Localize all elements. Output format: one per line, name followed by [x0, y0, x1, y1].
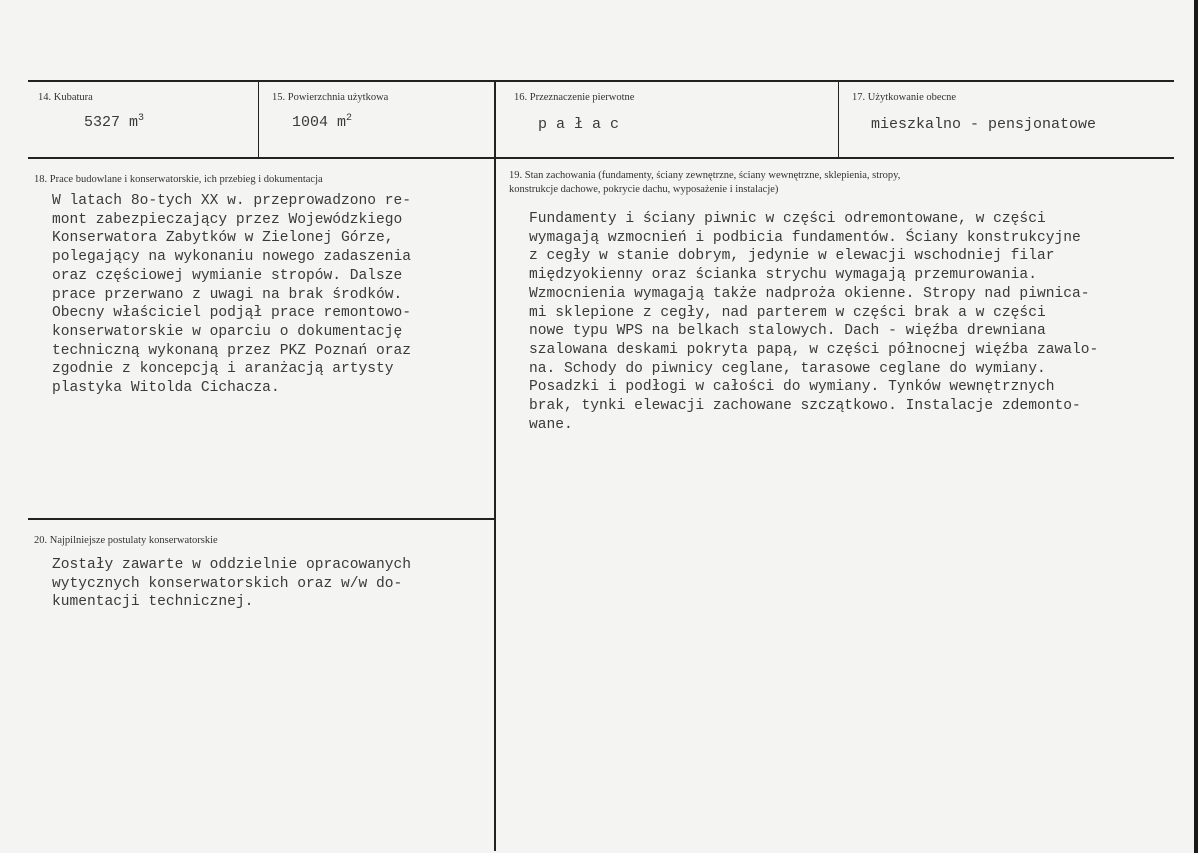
- postulaty-line: kumentacji technicznej.: [52, 594, 254, 611]
- prace-line: oraz częściowej wymianie stropów. Dalsze: [52, 267, 403, 284]
- stan-label-line2: konstrukcje dachowe, pokrycie dachu, wyposażenie i instalacje): [509, 184, 779, 195]
- stan-line: na. Schody do piwnicy ceglane, tarasowe ceglane do wymiany.: [529, 360, 1046, 377]
- postulaty-label: 20. Najpilniejsze postulaty konserwatorskie: [34, 535, 218, 546]
- stan-line: szalowana deskami pokryta papą, w części północnej więźba zawalo-: [529, 341, 1099, 358]
- uzytkowanie-label: 17. Użytkowanie obecne: [852, 92, 957, 103]
- stan-text: [529, 210, 1098, 434]
- stan-label-line1: 19. Stan zachowania (fundamenty, ściany zewnętrzne, ściany wewnętrzne, sklepienia, stropy,: [509, 170, 901, 181]
- prace-line: W latach 8o-tych XX w. przeprowadzono re-: [52, 193, 412, 209]
- stan-line: wane.: [529, 416, 573, 433]
- prace-line: Konserwatora Zabytków w Zielonej Górze,: [52, 230, 394, 247]
- col-divider-1: [258, 81, 259, 158]
- prace-text: [52, 192, 411, 398]
- prace-line: polegający na wykonaniu nowego zadaszenia: [52, 249, 412, 266]
- stan-line: mi sklepione z cegły, nad parterem w części brak a w części: [529, 304, 1046, 321]
- col-divider-2: [494, 81, 496, 851]
- stan-line: Posadzki i podłogi w całości do wymiany. Tynków wewnętrznych: [529, 379, 1055, 396]
- prace-line: plastyka Witolda Cichacza.: [52, 380, 280, 397]
- row-divider: [28, 157, 1174, 159]
- scan-edge: [1194, 0, 1198, 853]
- stan-line: brak, tynki elewacji zachowane szczątkowo. Instalacje zdemonto-: [529, 398, 1081, 415]
- przeznaczenie-value: p a ł a c: [538, 116, 620, 133]
- prace-line: techniczną wykonaną przez PKZ Poznań oraz: [52, 342, 412, 359]
- stan-line: wymagają wzmocnień i podbicia fundamentów. Ściany konstrukcyjne: [529, 229, 1081, 246]
- stan-line: Wzmocnienia wymagają także nadproża okienne. Stropy nad piwnica-: [529, 285, 1090, 302]
- prace-label: 18. Prace budowlane i konserwatorskie, ich przebieg i dokumentacja: [34, 174, 323, 185]
- uzytkowanie-value: mieszkalno - pensjonatowe: [871, 116, 1097, 133]
- top-rule: [28, 80, 1174, 82]
- powierzchnia-label: 15. Powierzchnia użytkowa: [272, 92, 389, 103]
- kubatura-unit-exponent: 3: [138, 113, 145, 124]
- stan-line: międzyokienny oraz ścianka strychu wymagają przemurowania.: [529, 267, 1037, 284]
- stan-line: z cegły w stanie dobrym, jedynie w elewacji wschodniej filar: [529, 248, 1055, 265]
- col-divider-3: [838, 81, 839, 158]
- powierzchnia-value: 1004 $m^2$: [292, 113, 353, 131]
- postulaty-text: [52, 556, 411, 612]
- kubatura-value: 5327 $m^3$: [84, 113, 145, 131]
- prace-line: konserwatorskie w oparciu o dokumentację: [52, 323, 403, 340]
- przeznaczenie-label: 16. Przeznaczenie pierwotne: [514, 92, 635, 103]
- postulaty-line: Zostały zawarte w oddzielnie opracowanych: [52, 557, 412, 573]
- prace-line: Obecny właściciel podjął prace remontowo-: [52, 305, 412, 322]
- prace-line: prace przerwano z uwagi na brak środków.: [52, 286, 403, 303]
- prace-line: mont zabezpieczający przez Wojewódzkiego: [52, 211, 403, 228]
- powierzchnia-unit-exponent: 2: [346, 113, 353, 124]
- kubatura-label: 14. Kubatura: [38, 92, 93, 103]
- postulaty-line: wytycznych konserwatorskich oraz w/w do-: [52, 575, 403, 592]
- section-divider-left: [28, 518, 495, 520]
- prace-line: zgodnie z koncepcją i aranżacją artysty: [52, 361, 394, 378]
- stan-line: Fundamenty i ściany piwnic w części odremontowane, w części: [529, 211, 1046, 227]
- stan-line: nowe typu WPS na belkach stalowych. Dach - więźba drewniana: [529, 323, 1046, 340]
